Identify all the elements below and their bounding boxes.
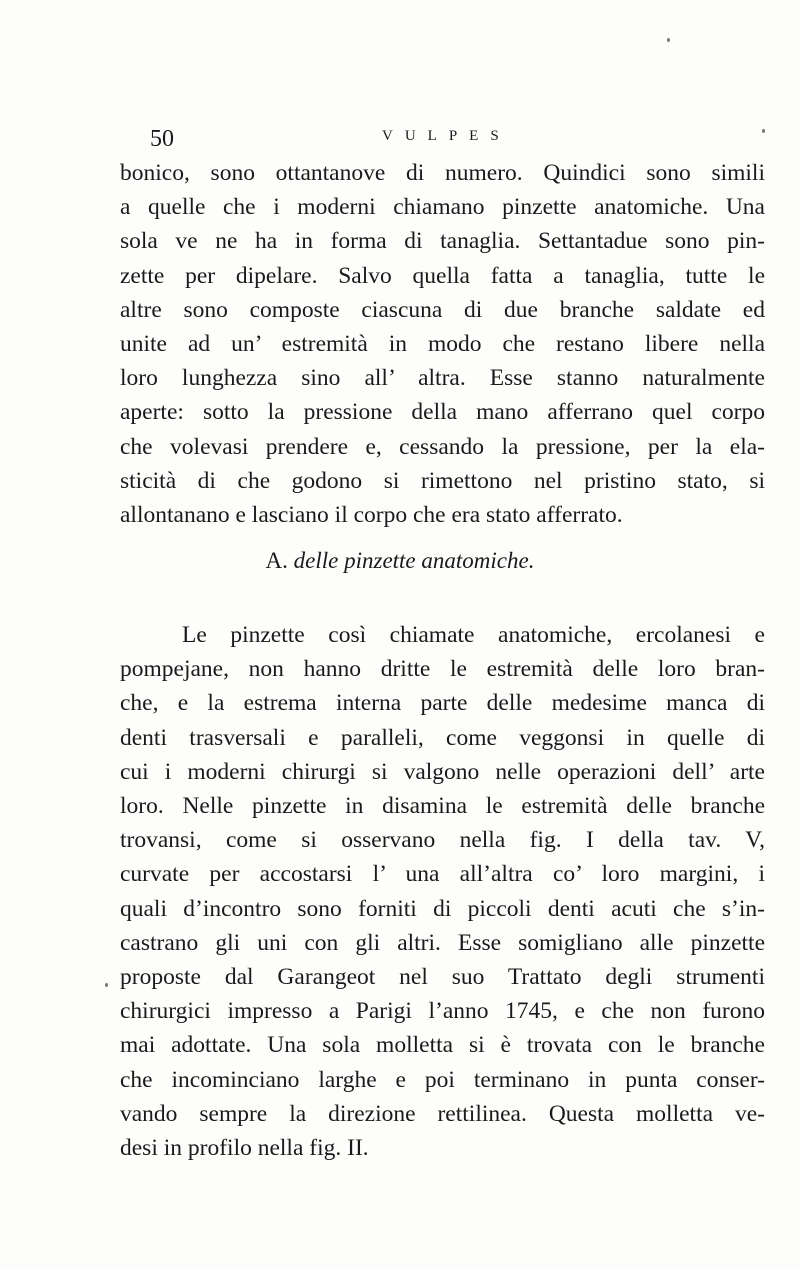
section-title: delle pinzette anatomiche. [293,548,535,573]
paper-speck [667,38,670,42]
paper-speck [762,129,765,133]
running-title: VULPES [382,128,511,144]
section-heading [0,548,800,574]
text-line: castrano gli uni con gli altri. Esse somigliano alle pinzette [120,929,765,956]
text-line: cui i moderni chirurgi si valgono nelle operazioni dell’ arte [120,758,765,785]
text-line: vando sempre la direzione rettilinea. Questa molletta ve- [120,1100,765,1127]
text-line: curvate per accostarsi l’ una all’altra co’ loro margini, i [120,861,765,888]
paragraph-1 [120,156,765,532]
text-line: Le pinzette così chiamate anatomiche, ercolanesi e [182,622,765,648]
page-header [150,126,710,158]
text-line: sola ve ne ha in forma di tanaglia. Settantadue sono pin- [120,228,765,255]
text-line: zette per dipelare. Salvo quella fatta a tanaglia, tutte le [120,262,765,289]
text-line: unite ad un’ estremità in modo che restano libere nella [120,331,765,358]
text-line: mai adottate. Una sola molletta si è trovata con le branche [120,1032,765,1059]
text-line: che volevasi prendere e, cessando la pressione, per la ela- [120,433,765,460]
text-line: altre sono composte ciascuna di due branche saldate ed [120,296,765,323]
paper-speck [105,983,108,987]
text-line: denti trasversali e paralleli, come veggonsi in quelle di [120,724,765,751]
text-line: allontanano e lasciano il corpo che era stato afferrato. [120,502,623,529]
text-line: loro lunghezza sino all’ altra. Esse stanno naturalmente [120,365,765,392]
text-line: pompejane, non hanno dritte le estremità delle loro bran- [120,656,765,683]
text-line: desi in profilo nella fig. II. [120,1135,369,1162]
text-line: trovansi, come si osservano nella fig. I della tav. V, [120,827,765,854]
text-line: sticità di che godono si rimettono nel pristino stato, si [120,467,765,494]
text-line: proposte dal Garangeot nel suo Trattato degli strumenti [120,964,765,991]
paragraph-2 [120,618,765,1165]
text-line: che incominciano larghe e poi terminano in punta conser- [120,1066,765,1093]
text-line: aperte: sotto la pressione della mano afferrano quel corpo [120,399,765,426]
text-line: chirurgici impresso a Parigi l’anno 1745, e che non furono [120,998,765,1025]
text-line: bonico, sono ottantanove di numero. Quindici sono simili [120,160,765,186]
section-letter: A. [265,548,288,573]
text-line: quali d’incontro sono forniti di piccoli denti acuti che s’in- [120,895,765,922]
text-line: loro. Nelle pinzette in disamina le estremità delle branche [120,793,765,820]
page-number: 50 [150,126,174,152]
text-line: a quelle che i moderni chiamano pinzette anatomiche. Una [120,194,765,221]
text-line: che, e la estrema interna parte delle medesime manca di [120,690,765,717]
